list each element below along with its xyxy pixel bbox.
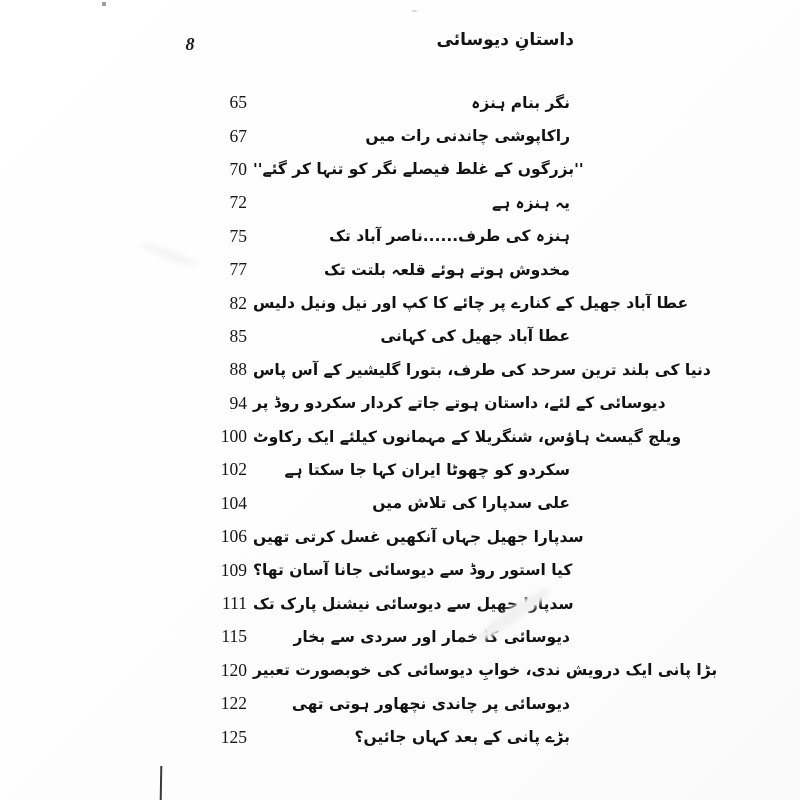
toc-page-number: 109	[220, 559, 247, 580]
toc-entry-title: دیوسائی کے لئے، داستان ہوتے جاتے کردار سکردو روڈ پر	[253, 394, 666, 413]
toc-entry-title: سدپارا جھیل سے دیوسائی نیشنل پارک تک	[253, 594, 574, 613]
toc-entry-title: دنیا کی بلند ترین سرحد کی طرف، بتورا گلیشیر کے آس پاس	[253, 360, 711, 379]
toc-row	[185, 520, 584, 553]
toc-entry-title: یہ ہنزہ ہے	[492, 193, 570, 212]
toc-row	[185, 420, 682, 453]
scan-artifact-vertical-line	[160, 766, 162, 800]
toc-row	[185, 320, 570, 353]
toc-row	[185, 253, 570, 286]
toc-page-number: 122	[220, 693, 247, 714]
toc-page-number: 65	[229, 92, 247, 113]
toc-entry-title: کیا استور روڈ سے دیوسائی جانا آسان تھا؟	[253, 561, 573, 580]
toc-page-number: 106	[220, 526, 247, 547]
toc-entry-title: بڑے پانی کے بعد کہاں جائیں؟	[354, 728, 570, 747]
toc-entry-title: مخدوش ہوتے ہوئے قلعہ بلتت تک	[323, 260, 570, 279]
toc-entry-title: بڑا پانی ایک درویش ندی، خوابِ دیوسائی کی خوبصورت تعبیر	[253, 661, 718, 680]
toc-page-number: 75	[229, 225, 247, 246]
book-title-header: داستانِ دیوسائی	[436, 30, 574, 50]
toc-page-number: 104	[220, 492, 247, 513]
toc-page-number: 67	[229, 125, 247, 146]
scan-speck	[412, 10, 417, 12]
toc-page-number: 111	[222, 593, 247, 614]
toc-row	[185, 387, 666, 420]
toc-entry-title: عطا آباد جھیل کی کہانی	[380, 327, 570, 346]
toc-row	[185, 353, 711, 386]
toc-row	[185, 620, 570, 653]
toc-page-number: 82	[229, 292, 247, 313]
toc-page-number: 72	[229, 192, 247, 213]
toc-entry-title: سدپارا جھیل جہاں آنکھیں غسل کرتی تھیں	[253, 527, 584, 546]
toc-row	[185, 553, 573, 586]
toc-page-number: 70	[229, 158, 247, 179]
toc-entry-title: عطا آباد جھیل کے کنارے پر چائے کا کپ اور نیل ونیل دلیس	[253, 294, 689, 313]
toc-page-number: 102	[220, 459, 247, 480]
scan-speck	[102, 2, 106, 6]
toc-row	[185, 720, 570, 753]
toc-row	[185, 687, 570, 720]
toc-row	[185, 220, 570, 253]
toc-row	[185, 453, 570, 486]
toc-page-number: 100	[220, 426, 247, 447]
table-of-contents	[185, 86, 718, 754]
toc-entry-title: سکردو کو چھوٹا ایران کہا جا سکتا ہے	[284, 460, 570, 479]
toc-entry-title: ''بزرگوں کے غلط فیصلے نگر کو تنہا کر گئے''	[253, 160, 584, 179]
toc-page-number: 77	[229, 259, 247, 280]
toc-row	[185, 186, 570, 219]
toc-entry-title: راکاپوشی چاندنی رات میں	[365, 127, 570, 146]
toc-entry-title: دیوسائی کا خمار اور سردی سے بخار	[293, 627, 570, 646]
toc-row	[185, 86, 570, 119]
toc-entry-title: ویلج گیسٹ ہاؤس، شنگریلا کے مہمانوں کیلئے ایک رکاوٹ	[253, 427, 682, 446]
folio-page-number: 8	[185, 34, 195, 54]
toc-entry-title: علی سدپارا کی تلاش میں	[372, 494, 570, 513]
toc-entry-title: نگر بنام ہنزہ	[471, 93, 570, 112]
toc-row	[185, 654, 718, 687]
toc-entry-title: دیوسائی پر چاندی نچھاور ہوتی تھی	[291, 694, 570, 713]
toc-row	[185, 119, 570, 152]
toc-row	[185, 487, 570, 520]
toc-page-number: 125	[220, 726, 247, 747]
toc-entry-title: ہنزہ کی طرف......ناصر آباد تک	[329, 227, 570, 246]
toc-row	[185, 153, 584, 186]
toc-page-number: 120	[220, 659, 247, 680]
toc-page-number: 85	[229, 325, 247, 346]
toc-row	[185, 286, 689, 319]
toc-page-number: 88	[229, 359, 247, 380]
toc-page-number: 115	[221, 626, 247, 647]
toc-page-number: 94	[229, 392, 247, 413]
